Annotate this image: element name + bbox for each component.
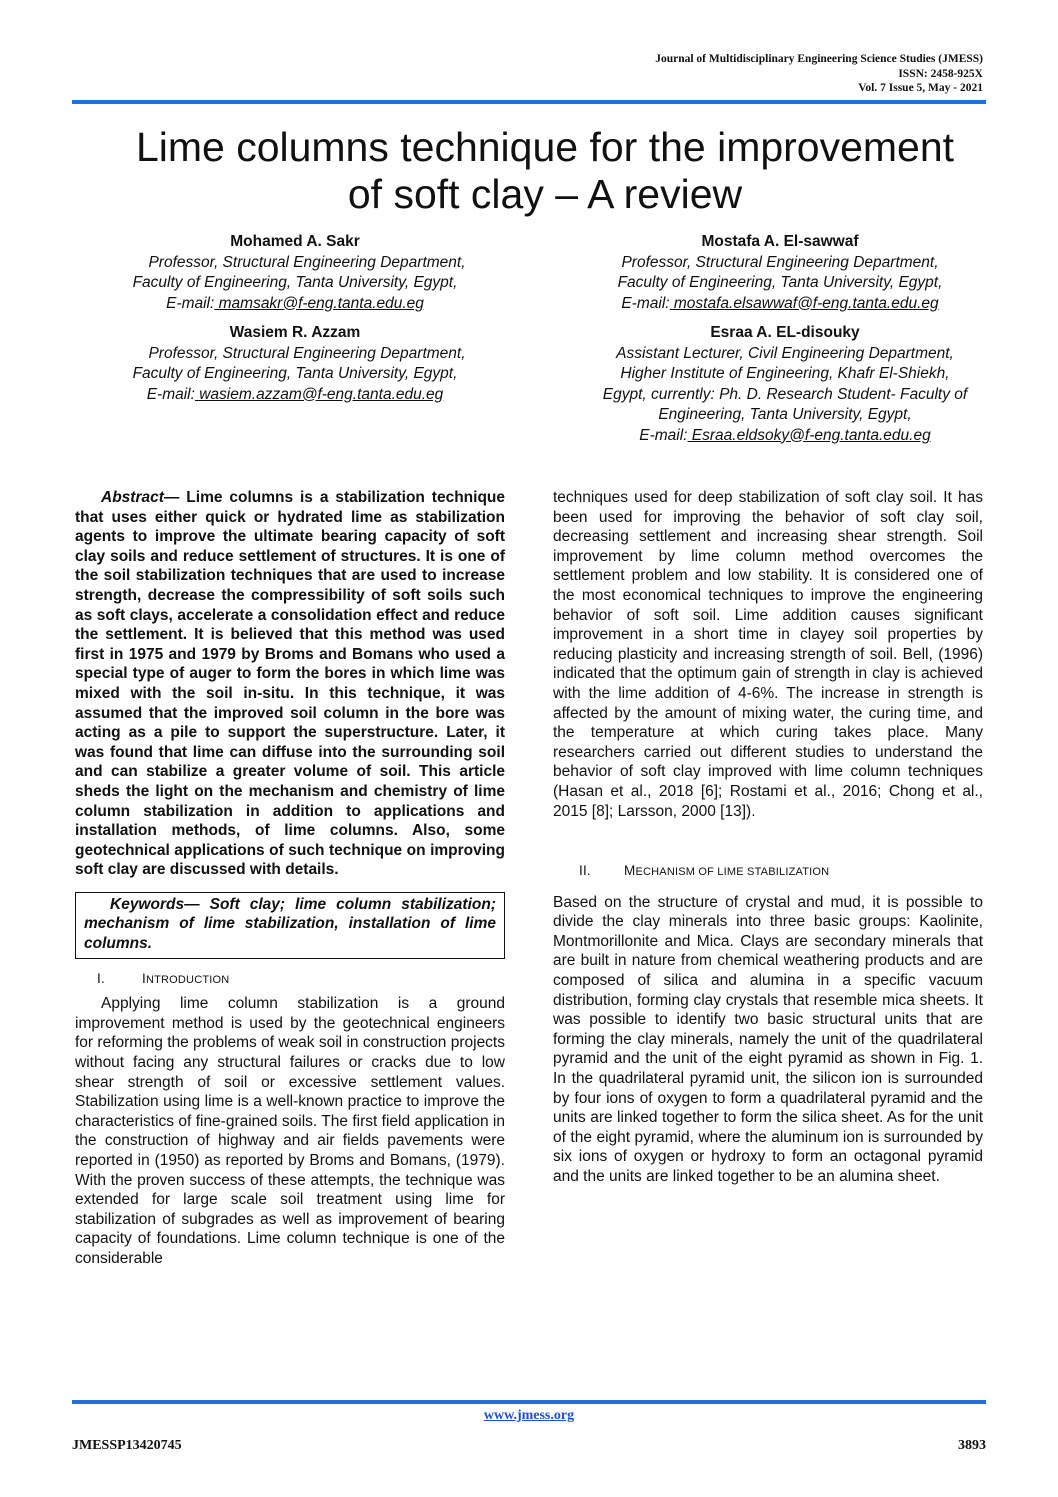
- email-label: E-mail:: [146, 385, 195, 403]
- keywords: [84, 895, 496, 954]
- abstract-label: Abstract—: [101, 489, 180, 506]
- author-affiliation: Professor, Structural Engineering Department,: [621, 253, 939, 271]
- author-block-3: [60, 323, 530, 405]
- author-affiliation: Faculty of Engineering, Tanta University, Egypt,: [132, 274, 458, 291]
- author-email-line: [545, 426, 1025, 447]
- introduction-paragraph: Applying lime column stabilization is a ground improvement method is used by the geotechnical engineers for reforming the problems of weak soil in construction projects without facing any structural failures or cracks due to low shear strength of soil or excessive settlement values. Stabilization using lime is a well-known practice to improve the characteristics of fine-grained soils. The first field application in the construction of highway and air fields pavements were reported in (1950) as reported by Broms and Bomans, (1979). With the proven success of these attempts, the technique was extended for large scale soil treatment using lime for stabilization of subgrades as well as improvement of bearing capacity of foundations. Lime column technique is one of the considerable: [75, 995, 505, 1267]
- keywords-text: Soft clay; lime column stabilization; mechanism of lime stabilization, installation of lime columns.: [84, 895, 496, 953]
- abstract-text: Lime columns is a stabilization technique that uses either quick or hydrated lime as stabilization agents to improve the ultimate bearing capacity of soft clay soils and reduce settlement of structures. It is one of the soil stabilization techniques that are used to increase strength, decrease the compressibility of soft soils such as soft clays, accelerate a consolidation effect and reduce the settlement. It is believed that this method was used first in 1975 and 1979 by Broms and Bomans who used a special type of auger to form the bores in which lime was mixed with the soil in-situ. In this technique, it was assumed that the improved soil column in the bore was acting as a pile to support the superstructure. Later, it was found that lime can diffuse into the surrounding soil and can stabilize a greater volume of soil. This article sheds the light on the mechanism and chemistry of lime column stabilization in addition to applications and installation methods, of lime columns. Also, some geotechnical applications of such technique on improving soft clay are discussed with details.: [75, 489, 505, 879]
- right-column: [553, 488, 983, 1187]
- author-email-line: [60, 294, 530, 315]
- footer-rule: [72, 1400, 986, 1404]
- author-affiliation: Faculty of Engineering, Tanta University, Egypt,: [617, 274, 943, 291]
- journal-issn: ISSN: 2458-925X: [898, 67, 983, 80]
- paper-title: [90, 124, 1000, 218]
- abstract: [75, 488, 505, 880]
- keywords-label: Keywords—: [110, 895, 200, 913]
- journal-volume: Vol. 7 Issue 5, May - 2021: [858, 82, 983, 94]
- author-affiliation: Professor, Structural Engineering Department,: [148, 253, 466, 271]
- footer-website: [0, 1408, 1058, 1424]
- author-email-line: [60, 385, 530, 406]
- mechanism-paragraph: Based on the structure of crystal and mud, it is possible to divide the clay minerals into three basic groups: Kaolinite, Montmorillonite and Mica. Clays are secondary minerals that are built in nature from chemical weathering products and are composed of silica and alumina in a specific vacuum distribution, forming clay crystals that resemble mica sheets. It was possible to identify two basic structural units that are forming the clay minerals, namely the unit of the quadrilateral pyramid and the unit of the eight pyramid as shown in Fig. 1. In the quadrilateral pyramid unit, the silicon ion is surrounded by four ions of oxygen to form a quadrilateral pyramid and the units are linked together to form the silica sheet. As for the unit of the eight pyramid, where the aluminum ion is surrounded by six ions of oxygen or hydroxy to form an octagonal pyramid and the units are linked together to be an alumina sheet.: [553, 893, 983, 1185]
- author-affiliation: Egypt, currently: Ph. D. Research Student- Faculty of: [602, 385, 968, 403]
- email-label: E-mail:: [639, 426, 688, 444]
- author-affiliation: Assistant Lecturer, Civil Engineering Department,: [616, 344, 954, 362]
- author-name: Esraa A. EL-disouky: [710, 324, 860, 341]
- author-affiliation: Engineering, Tanta University, Egypt,: [658, 406, 912, 423]
- page-number: 3893: [958, 1438, 986, 1453]
- section-title-rest: ECHANISM OF LIME STABILIZATION: [635, 866, 830, 879]
- author-name: Mohamed A. Sakr: [230, 233, 360, 250]
- author-affiliation: Higher Institute of Engineering, Khafr El-Shiekh,: [620, 365, 950, 382]
- author-block-1: [60, 232, 530, 314]
- journal-website-link[interactable]: www.jmess.org: [483, 1408, 575, 1423]
- journal-name: Journal of Multidisciplinary Engineering Science Studies (JMESS): [655, 53, 983, 65]
- section-heading-mechanism: [579, 861, 983, 883]
- title-line-1: Lime columns technique for the improvement: [135, 124, 955, 170]
- author-email-link[interactable]: mostafa.elsawwaf@f-eng.tanta.edu.eg: [669, 294, 939, 312]
- section-number: II.: [579, 863, 591, 879]
- author-name: Wasiem R. Azzam: [229, 324, 361, 341]
- author-name: Mostafa A. El-sawwaf: [701, 233, 859, 250]
- author-block-4: [545, 323, 1025, 446]
- section-title-cap: M: [624, 863, 636, 879]
- section-number: I.: [97, 970, 105, 986]
- email-label: E-mail:: [166, 294, 215, 312]
- continued-paragraph: techniques used for deep stabilization of soft clay soil. It has been used for improving the behavior of soft clay soil, decreasing settlement and increasing shear strength. Soil improvement by lime column method overcomes the settlement problem and low stability. It is considered one of the most economical techniques to improve the engineering behavior of soft soil. Lime addition causes significant improvement in a short time in clayey soil properties by reducing plasticity and increasing strength of soil. Bell, (1996) indicated that the optimum gain of strength in clay is achieved with the lime addition of 4-6%. The increase in strength is affected by the amount of mixing water, the curing time, and the temperature at which curing takes place. Many researchers carried out different studies to understand the behavior of soft clay improved with lime column techniques (Hasan et al., 2018 [6]; Rostami et al., 2016; Chong et al., 2015 [8]; Larsson, 2000 [13]).: [553, 489, 983, 820]
- title-line-2: of soft clay – A review: [347, 171, 743, 217]
- author-email-link[interactable]: mamsakr@f-eng.tanta.edu.eg: [214, 294, 424, 312]
- journal-header: [383, 52, 983, 96]
- section-title-rest: NTRODUCTION: [145, 973, 230, 986]
- left-column: [75, 488, 505, 1269]
- section-heading-introduction: [97, 969, 505, 991]
- paper-id: JMESSP13420745: [72, 1438, 182, 1453]
- email-label: E-mail:: [621, 294, 670, 312]
- author-affiliation: Professor, Structural Engineering Department,: [148, 344, 466, 362]
- author-email-link[interactable]: Esraa.eldsoky@f-eng.tanta.edu.eg: [687, 426, 931, 444]
- author-affiliation: Faculty of Engineering, Tanta University, Egypt,: [132, 365, 458, 382]
- header-rule: [72, 100, 986, 104]
- section-title-cap: I: [142, 970, 146, 986]
- author-email-line: [545, 294, 1015, 315]
- keywords-box: [75, 892, 505, 959]
- author-email-link[interactable]: wasiem.azzam@f-eng.tanta.edu.eg: [194, 385, 444, 403]
- author-block-2: [545, 232, 1015, 314]
